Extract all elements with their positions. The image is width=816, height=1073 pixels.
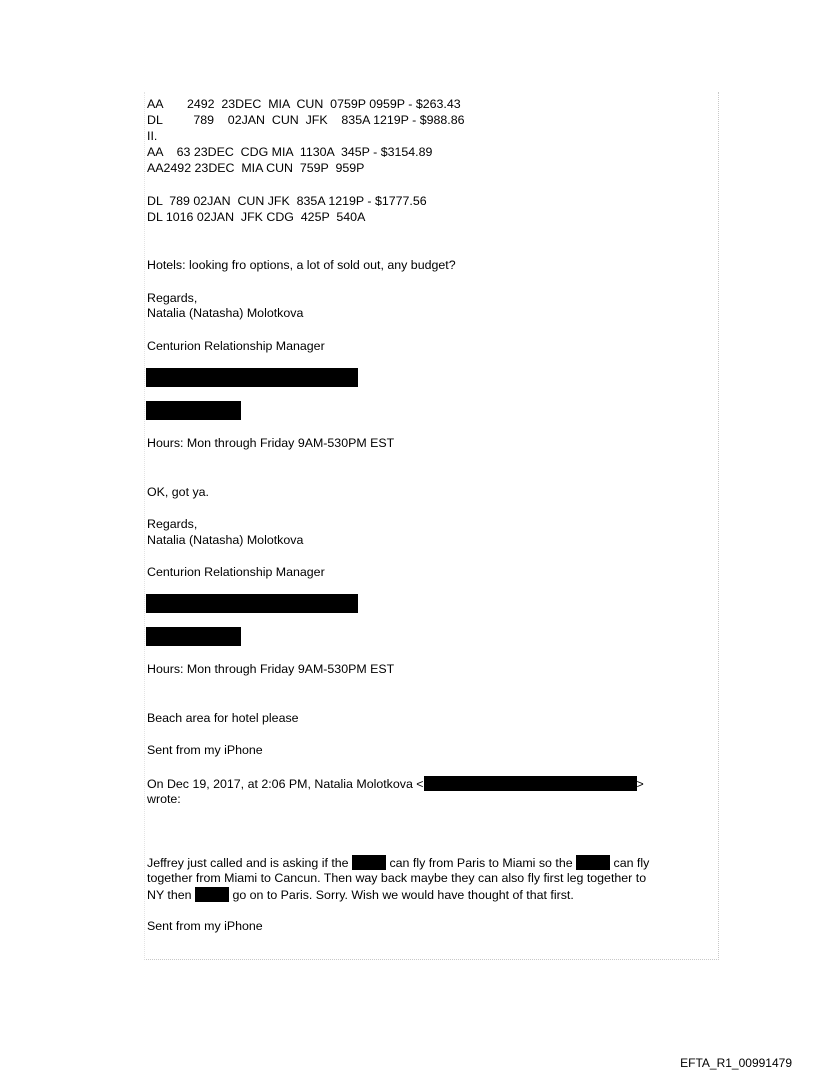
sent-from-iphone: Sent from my iPhone (147, 919, 263, 933)
flight-line-7: DL 1016 02JAN JFK CDG 425P 540A (147, 210, 366, 224)
redaction-inline (424, 776, 637, 791)
redaction-inline (195, 887, 229, 902)
signature-name: Natalia (Natasha) Molotkova (147, 533, 304, 547)
quote-header-prefix: On Dec 19, 2017, at 2:06 PM, Natalia Molotkova < (147, 777, 424, 791)
flight-line-5: AA2492 23DEC MIA CUN 759P 959P (147, 161, 365, 175)
signature-title: Centurion Relationship Manager (147, 565, 325, 579)
redaction-inline (352, 855, 386, 870)
message-text: can fly (610, 856, 650, 870)
flight-line-6: DL 789 02JAN CUN JFK 835A 1219P - $1777.56 (147, 194, 427, 208)
signature-regards: Regards, (147, 291, 198, 305)
quote-header (147, 776, 644, 792)
message-line-2: together from Miami to Cancun. Then way back maybe they can also fly first leg together to (147, 871, 647, 885)
message-line-1 (147, 855, 649, 871)
redaction-block (146, 368, 358, 387)
beach-text: Beach area for hotel please (147, 711, 299, 725)
document-id: EFTA_R1_00991479 (680, 1056, 792, 1070)
message-line-3 (147, 887, 574, 903)
signature-title: Centurion Relationship Manager (147, 339, 325, 353)
quote-wrote: wrote: (147, 792, 181, 806)
flight-line-4: AA 63 23DEC CDG MIA 1130A 345P - $3154.89 (147, 145, 433, 159)
signature-name: Natalia (Natasha) Molotkova (147, 306, 304, 320)
flight-line-1: AA 2492 23DEC MIA CUN 0759P 0959P - $263.43 (147, 97, 461, 111)
sent-from-iphone: Sent from my iPhone (147, 743, 263, 757)
redaction-block (146, 401, 241, 420)
message-text: can fly from Paris to Miami so the (386, 856, 577, 870)
redaction-inline (576, 855, 610, 870)
signature-hours: Hours: Mon through Friday 9AM-530PM EST (147, 436, 395, 450)
redaction-block (146, 594, 358, 613)
message-text: Jeffrey just called and is asking if the (147, 856, 353, 870)
quote-header-suffix: > (636, 777, 644, 791)
message-text: NY then (147, 888, 195, 902)
ok-text: OK, got ya. (147, 485, 209, 499)
signature-regards: Regards, (147, 517, 198, 531)
flight-line-2: DL 789 02JAN CUN JFK 835A 1219P - $988.86 (147, 113, 465, 127)
redaction-block (146, 627, 241, 646)
hotels-text: Hotels: looking fro options, a lot of sold out, any budget? (147, 258, 456, 272)
signature-hours: Hours: Mon through Friday 9AM-530PM EST (147, 662, 395, 676)
message-text: go on to Paris. Sorry. Wish we would have thought of that first. (229, 888, 574, 902)
flight-option-label: II. (147, 129, 158, 143)
